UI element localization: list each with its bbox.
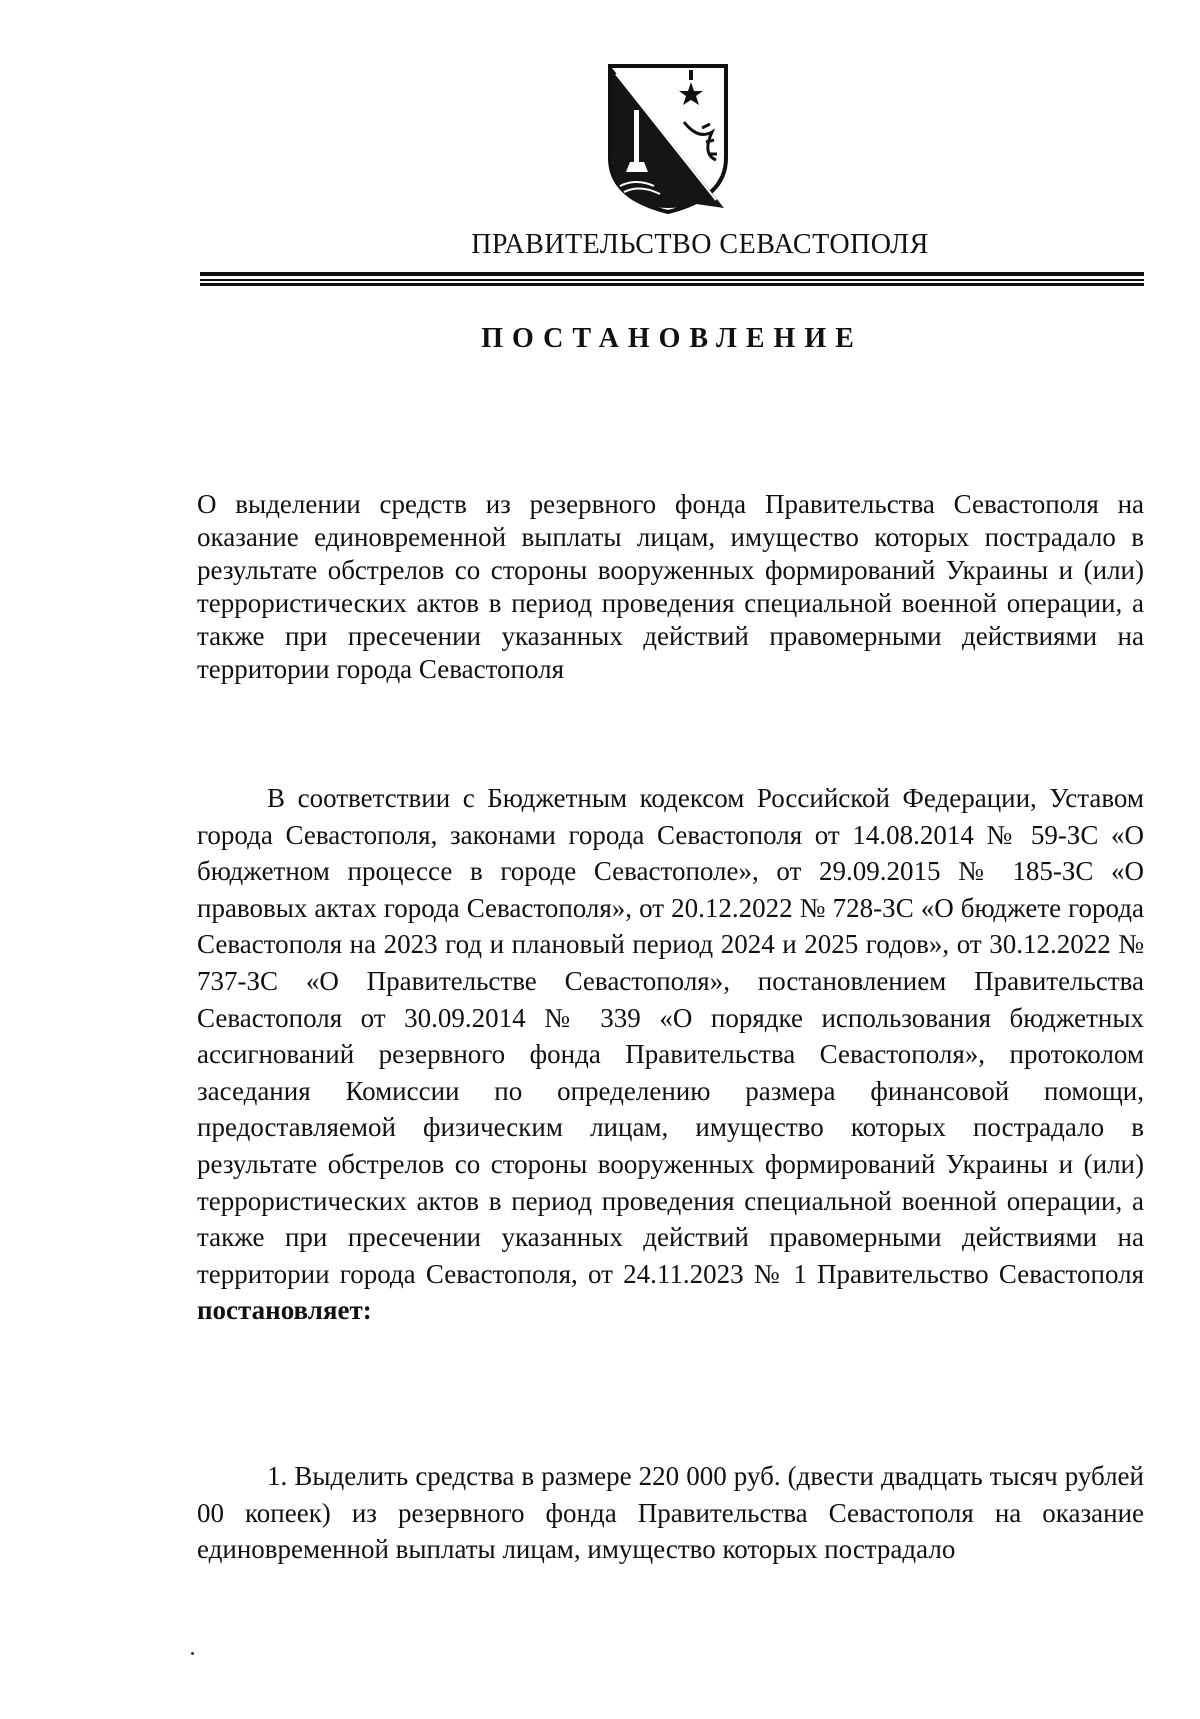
header-divider-thick	[200, 272, 1144, 276]
sevastopol-coat-of-arms-icon	[606, 62, 730, 214]
item-1-paragraph: 1. Выделить средства в размере 220 000 руб. (двести двадцать тысяч рублей 00 копеек) из резервного фонда Правительства Севастополя на оказание единовременной выплаты лицам, имущество которых пострадало	[197, 1461, 1144, 1565]
organization-name: ПРАВИТЕЛЬСТВО СЕВАСТОПОЛЯ	[471, 229, 929, 260]
preamble-text: В соответствии с Бюджетным кодексом Российской Федерации, Уставом города Севастополя, законами города Севастополя от 14.08.2014 № 59-ЗС «О бюджетном процессе в городе Севастополе», от 29.09.2015 № 185-ЗС «О правовых актах города Севастополя», от 20.12.2022 № 728-ЗС «О бюджете города Севастополя на 2023 год и плановый период 2024 и 2025 годов», от 30.12.2022 № 737-ЗС «О Правительстве Севастополя», постановлением Правительства Севастополя от 30.09.2014 № 339 «О порядке использования бюджетных ассигнований резервного фонда Правительства Севастополя», протоколом заседания Комиссии по определению размера финансовой помощи, предоставляемой физическим лицам, имущество которых пострадало в результате обстрелов со стороны вооруженных формирований Украины и (или) террористических актов в период проведения специальной военной операции, а также при пресечении указанных действий правомерными действиями на территории города Севастополя, от 24.11.2023 № 1 Правительство Севастополя	[197, 783, 1144, 1289]
document-type-heading: ПОСТАНОВЛЕНИЕ	[481, 323, 863, 354]
document-title: О выделении средств из резервного фонда Правительства Севастополя на оказание единовременной выплаты лицам, имущество которых пострадало в результате обстрелов со стороны вооруженных формирований Украины и (или) террористических актов в период проведения специальной военной операции, а также при пресечении указанных действий правомерными действиями на территории города Севастополя	[197, 489, 1144, 684]
decree-word: постановляет:	[197, 1295, 372, 1326]
scan-artifact-dot	[191, 1652, 194, 1655]
preamble-paragraph	[197, 780, 1144, 1329]
header-divider-lower	[200, 283, 1144, 286]
header-divider-thin	[200, 279, 1144, 281]
